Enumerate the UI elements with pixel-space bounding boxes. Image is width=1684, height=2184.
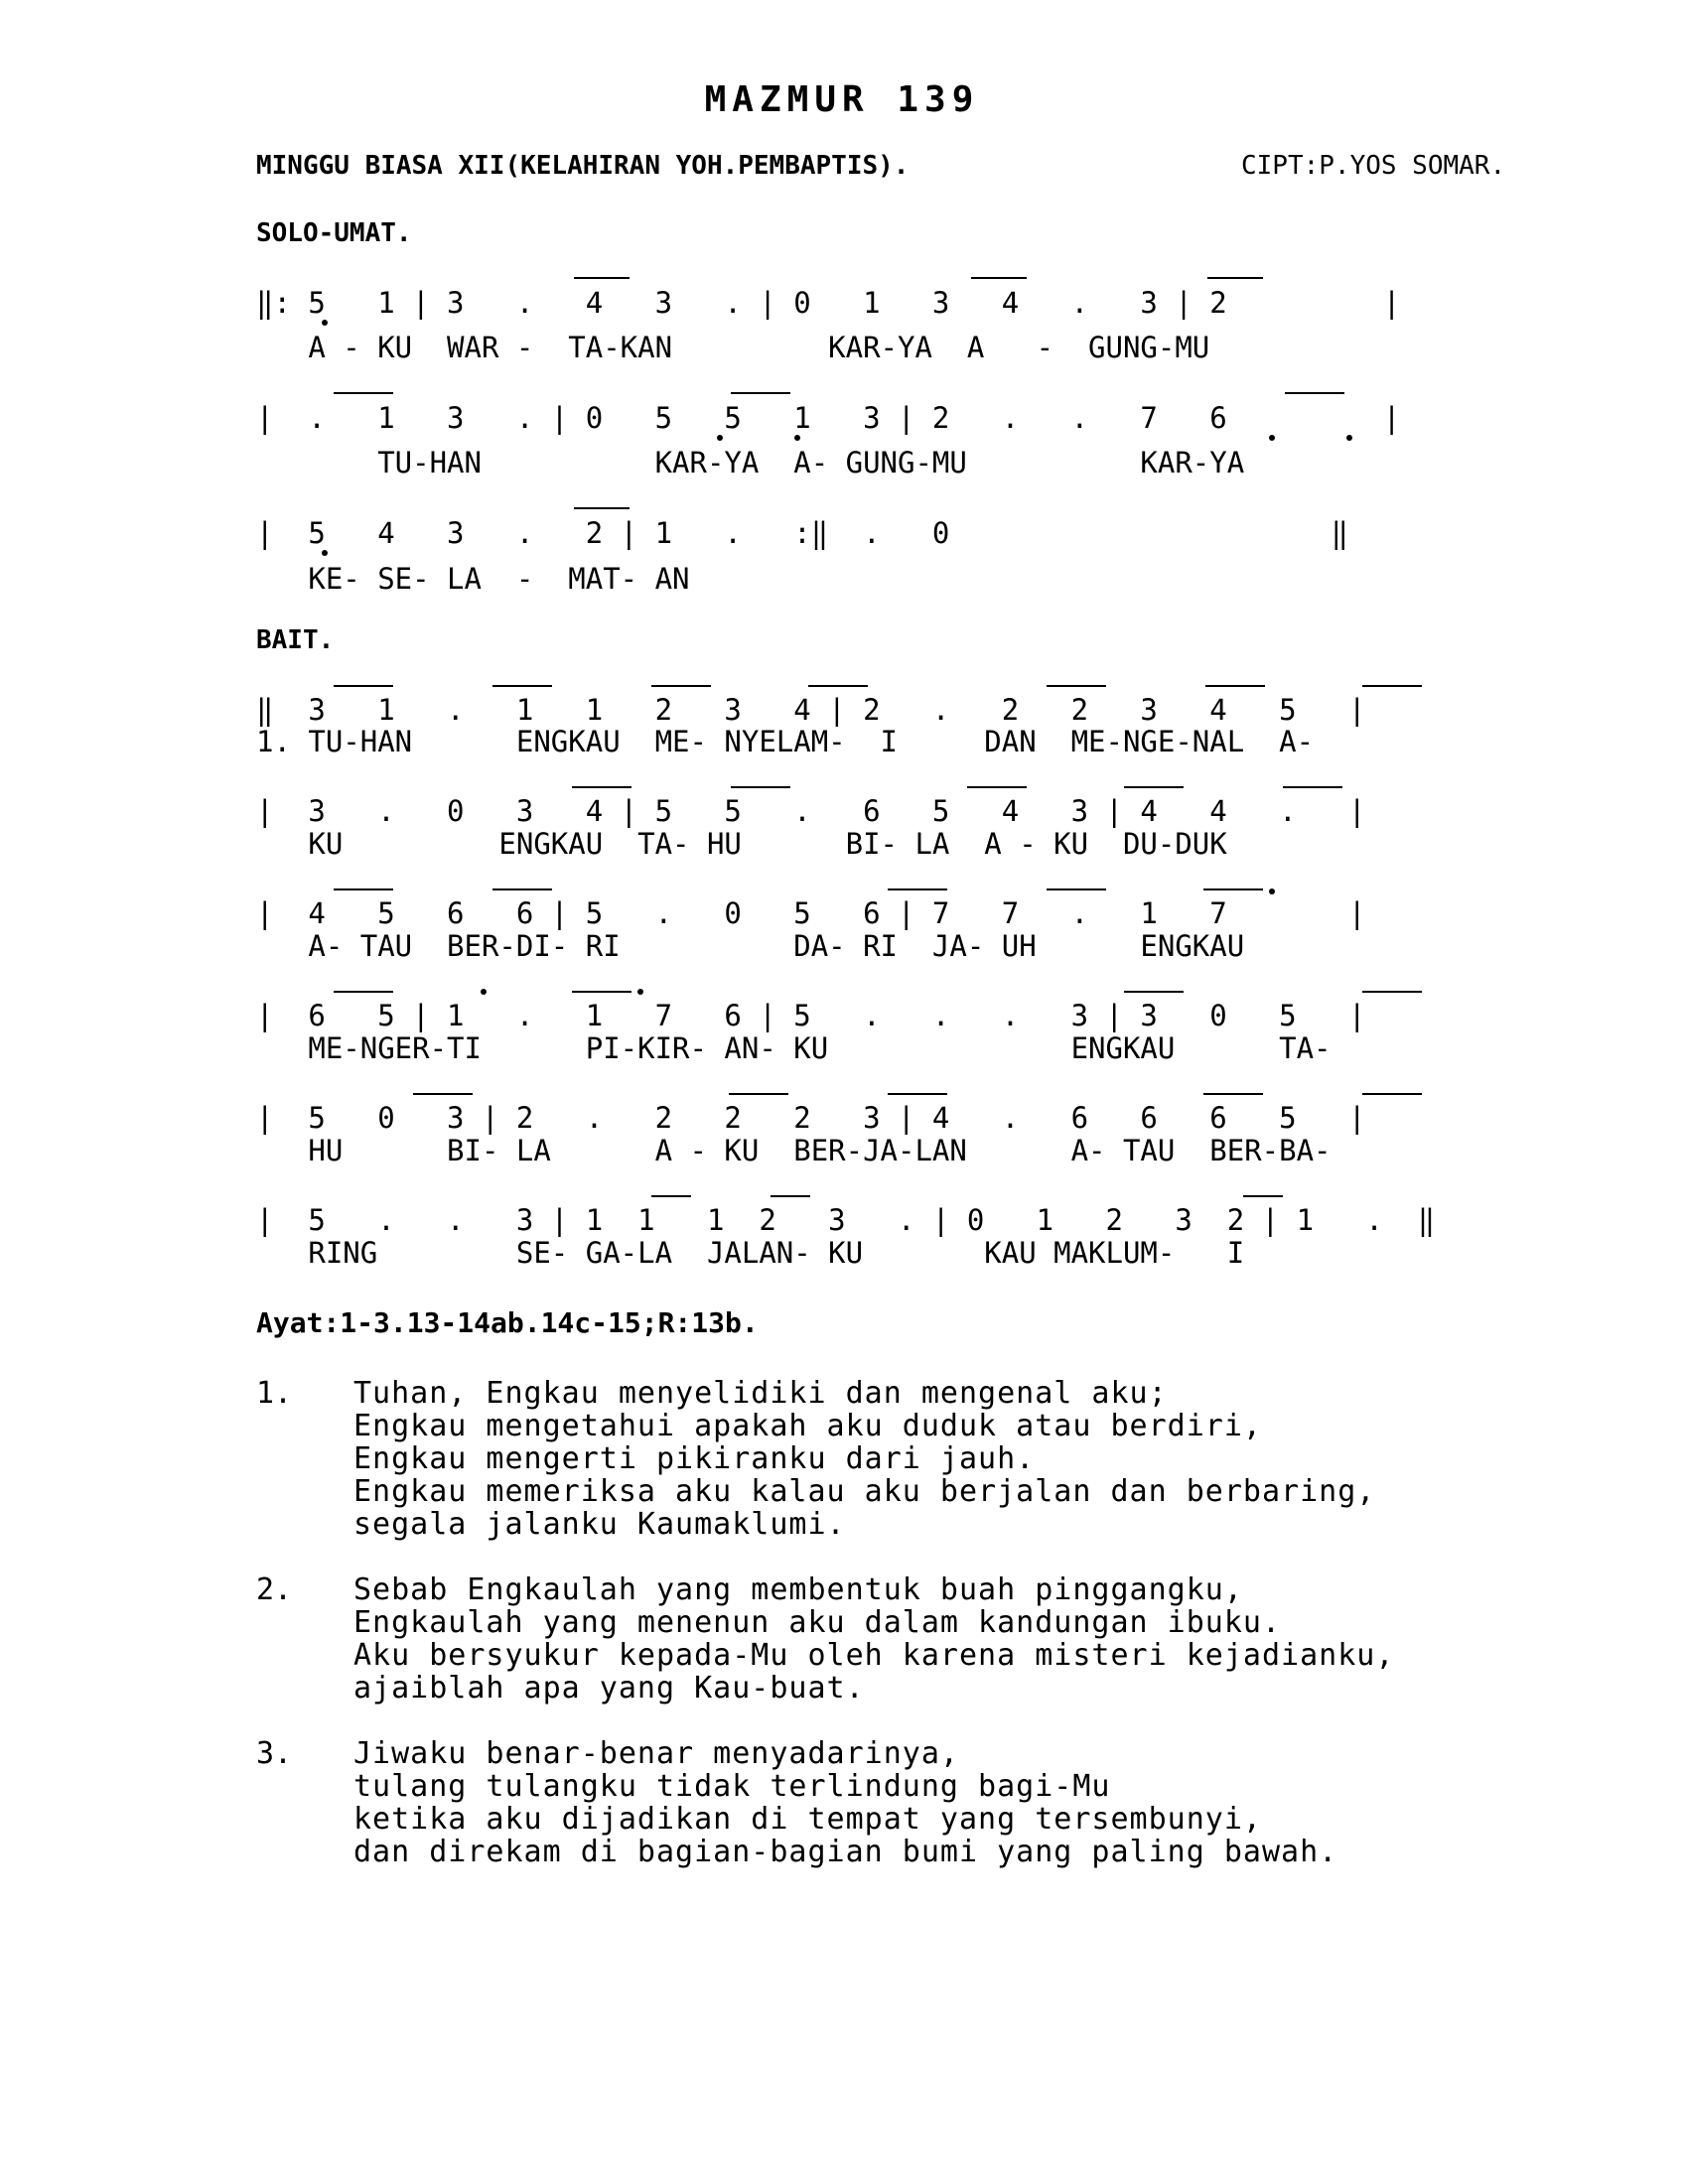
slur-line xyxy=(1362,991,1422,993)
slur-line xyxy=(574,277,630,279)
slur-line xyxy=(731,392,790,394)
occasion-label: MINGGU BIASA XII(KELAHIRAN YOH.PEMBAPTIS). xyxy=(256,151,910,181)
slur-line xyxy=(888,1093,947,1095)
upper-octave-dot xyxy=(1269,888,1275,894)
verse-line: Sebab Engkaulah yang membentuk buah pinggangku, xyxy=(353,1572,1243,1607)
slur-line xyxy=(492,685,552,687)
verse-line: Engkau memeriksa aku kalau aku berjalan dan berbaring, xyxy=(353,1474,1376,1509)
verse-line: segala jalanku Kaumaklumi. xyxy=(353,1507,846,1542)
slur-line xyxy=(334,991,393,993)
lower-octave-dot xyxy=(1269,435,1275,441)
slur-line xyxy=(808,685,868,687)
slur-line xyxy=(1283,786,1342,788)
upper-octave-dot xyxy=(637,989,643,995)
verse-line: tulang tulangku tidak terlindung bagi-Mu xyxy=(353,1769,1111,1804)
slur-line xyxy=(574,507,630,509)
verse-line: Tuhan, Engkau menyelidiki dan mengenal aku; xyxy=(353,1376,1168,1411)
slur-line xyxy=(731,786,790,788)
section-solo-umat: SOLO-UMAT. xyxy=(256,218,412,248)
lower-octave-dot xyxy=(1346,435,1352,441)
section-bait: BAIT. xyxy=(256,625,335,655)
verse-line: ketika aku dijadikan di tempat yang tersembunyi, xyxy=(353,1802,1262,1837)
bait-lyrics-6: RING SE- GA-LA JALAN- KU KAU MAKLUM- I xyxy=(256,1236,1245,1270)
slur-line xyxy=(334,392,393,394)
slur-line xyxy=(413,1093,473,1095)
slur-line xyxy=(572,991,632,993)
verse-line: ajaiblah apa yang Kau-buat. xyxy=(353,1671,865,1706)
slur-line xyxy=(1285,392,1344,394)
bait-notes-2: | 3 . 0 3 4 | 5 5 . 6 5 4 3 | 4 4 . | xyxy=(256,794,1366,828)
slur-line xyxy=(1362,1093,1422,1095)
slur-line xyxy=(334,685,393,687)
slur-line xyxy=(967,786,1027,788)
refrain-lyrics-3: KE- SE- LA - MAT- AN xyxy=(256,562,690,596)
ayat-reference: Ayat:1-3.13-14ab.14c-15;R:13b. xyxy=(256,1306,759,1339)
slur-line xyxy=(572,786,632,788)
verse-number: 2. xyxy=(256,1572,293,1607)
verse-line: Engkau mengerti pikiranku dari jauh. xyxy=(353,1441,1036,1476)
slur-line xyxy=(1047,888,1106,890)
page-title: MAZMUR 139 xyxy=(704,79,980,120)
bait-notes-3: | 4 5 6 6 | 5 . 0 5 6 | 7 7 . 1 7 | xyxy=(256,896,1366,930)
refrain-notes-1: ‖: 5 1 | 3 . 4 3 . | 0 1 3 4 . 3 | 2 | xyxy=(256,286,1401,320)
bait-lyrics-4: ME-NGER-TI PI-KIR- AN- KU ENGKAU TA- xyxy=(256,1031,1332,1065)
bait-lyrics-1: 1. TU-HAN ENGKAU ME- NYELAM- I DAN ME-NGE-NAL A- xyxy=(256,725,1315,758)
slur-line xyxy=(888,888,947,890)
slur-line xyxy=(729,1093,788,1095)
lower-octave-dot xyxy=(322,320,328,326)
bait-lyrics-3: A- TAU BER-DI- RI DA- RI JA- UH ENGKAU xyxy=(256,929,1245,963)
lower-octave-dot xyxy=(322,550,328,556)
verse-line: Engkaulah yang menenun aku dalam kandungan ibuku. xyxy=(353,1605,1282,1640)
verse-number: 3. xyxy=(256,1736,293,1771)
bait-lyrics-5: HU BI- LA A - KU BER-JA-LAN A- TAU BER-BA- xyxy=(256,1134,1332,1167)
bait-notes-1: ‖ 3 1 . 1 1 2 3 4 | 2 . 2 2 3 4 5 | xyxy=(256,693,1366,727)
refrain-notes-2: | . 1 3 . | 0 5 5 1 3 | 2 . . 7 6 | xyxy=(256,401,1401,435)
slur-line xyxy=(1243,1195,1283,1197)
slur-line xyxy=(771,1195,810,1197)
slur-line xyxy=(1205,685,1265,687)
slur-line xyxy=(1124,786,1184,788)
bait-lyrics-2: KU ENGKAU TA- HU BI- LA A - KU DU-DUK xyxy=(256,827,1227,861)
bait-notes-5: | 5 0 3 | 2 . 2 2 2 3 | 4 . 6 6 6 5 | xyxy=(256,1101,1366,1135)
bait-notes-4: | 6 5 | 1 . 1 7 6 | 5 . . . 3 | 3 0 5 | xyxy=(256,999,1366,1032)
slur-line xyxy=(1207,277,1263,279)
verse-line: dan direkam di bagian-bagian bumi yang paling bawah. xyxy=(353,1835,1338,1869)
slur-line xyxy=(1362,685,1422,687)
upper-octave-dot xyxy=(481,989,487,995)
verse-line: Jiwaku benar-benar menyadarinya, xyxy=(353,1736,959,1771)
slur-line xyxy=(1203,1093,1263,1095)
verse-line: Aku bersyukur kepada-Mu oleh karena misteri kejadianku, xyxy=(353,1638,1395,1673)
refrain-lyrics-2: TU-HAN KAR-YA A- GUNG-MU KAR-YA xyxy=(256,446,1245,479)
slur-line xyxy=(1124,991,1184,993)
verse-number: 1. xyxy=(256,1376,293,1411)
slur-line xyxy=(651,1195,691,1197)
refrain-notes-3: | 5 4 3 . 2 | 1 . :‖ . 0 ‖ xyxy=(256,516,1348,550)
verse-line: Engkau mengetahui apakah aku duduk atau berdiri, xyxy=(353,1409,1262,1443)
composer-label: CIPT:P.YOS SOMAR. xyxy=(1241,151,1506,181)
refrain-lyrics-1: A - KU WAR - TA-KAN KAR-YA A - GUNG-MU xyxy=(256,331,1210,364)
slur-line xyxy=(334,888,393,890)
slur-line xyxy=(1203,888,1263,890)
bait-notes-6: | 5 . . 3 | 1 1 1 2 3 . | 0 1 2 3 2 | 1 . ‖ xyxy=(256,1203,1436,1237)
slur-line xyxy=(1047,685,1106,687)
slur-line xyxy=(971,277,1027,279)
lower-octave-dot xyxy=(794,435,800,441)
slur-line xyxy=(651,685,711,687)
lower-octave-dot xyxy=(717,435,723,441)
slur-line xyxy=(492,888,552,890)
